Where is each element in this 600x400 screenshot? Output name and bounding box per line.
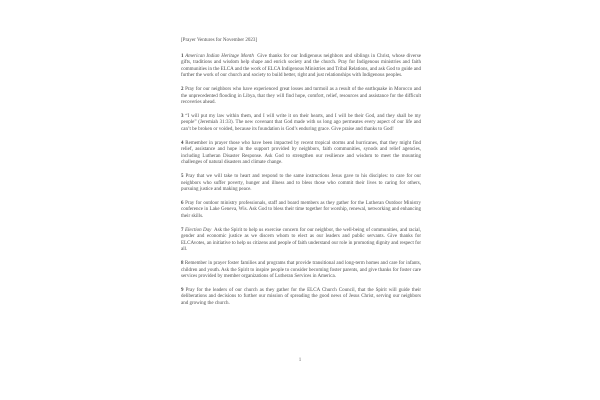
document-header: [Prayer Ventures for November 2023] — [181, 38, 258, 43]
prayer-entry — [181, 201, 421, 221]
entry-body: Pray for our neighbors who have experienced great losses and turmoil as a result of the earthquake in Morocco and the unprecedented flooding in Libya, that they will find hope, comfort, relief, resources and assistance for the difficult recoveries ahead. — [181, 86, 421, 106]
entry-body: Remember in prayer those who have been impacted by recent tropical storms and hurricanes, that they might find relief, assistance and hope in the support provided by neighbors, faith communities, synods and relief agencies, including Lutheran Disaster Response. Ask God to strengthen our resilience and wisdom to meet the mounting challenges of natural disasters and climate change. — [181, 140, 421, 166]
page-number: 1 — [298, 358, 302, 363]
prayer-entry — [181, 54, 421, 80]
entry-day-number: 4 — [181, 140, 184, 146]
prayer-entry — [181, 141, 421, 167]
entry-day-number: 6 — [181, 200, 184, 206]
entry-day-number: 2 — [181, 86, 184, 92]
entry-scripture-quote: “I will put my law within them, and I will write it on their hearts, and I will be their God, and they shall be my people” — [181, 113, 421, 126]
entry-day-number: 8 — [181, 261, 184, 267]
entry-body: Pray for the leaders of our church as they gather for the ELCA Church Council, that the Spirit will guide their deliberations and decisions to further our mission of spreading the good news of Jesus Christ, serving our neighbors and growing the church. — [181, 287, 421, 306]
prayer-entry — [181, 174, 421, 194]
prayer-entry — [181, 228, 421, 254]
entry-day-number: 1 — [181, 53, 184, 59]
entry-body: Ask the Spirit to help us exercise concern for our neighbor, the well-being of communities, and racial, gender and economic justice as we discern whom to elect as our leaders and public servants. Give thanks for ELCAvotes, an initiative to help us citizens and people of faith understand our role in promoting dignity and respect for all. — [181, 227, 422, 253]
entry-occasion: American Indian Heritage Month — [185, 53, 254, 59]
prayer-entry — [181, 288, 421, 308]
entry-body: Remember in prayer foster families and programs that provide transitional and long-term homes and care for infants, children and youth. Ask the Spirit to inspire people to consider becoming foster parents, and give thanks for foster care services provided by member organizations of Lutheran Services in America. — [181, 261, 421, 280]
entry-body: Pray that we will take to heart and respond to the same instructions Jesus gave to his disciples: to care for our neighbors who suffer poverty, hunger and illness and to bless those who commit their lives to caring for others, pursuing justice and making peace. — [181, 174, 421, 193]
prayer-entry — [181, 114, 421, 134]
entry-day-number: 7 — [181, 227, 184, 233]
entry-body: The new covenant that God made with us long ago permeates every aspect of our life and can’t be broken or voided, because its foundation is God’s enduring grace. Give praise and thanks to God! — [181, 120, 421, 132]
entry-occasion: Election Day — [184, 227, 212, 233]
prayer-entry — [181, 261, 421, 281]
entry-body: Give thanks for our Indigenous neighbors and siblings in Christ, whose diverse gifts, traditions and wisdom help shape and enrich society and the church. Pray for Indigenous ministries and faith communities in the ELCA and the work of ELCA Indigenous Ministries and Tribal Relations, and ask God to guide and further the work of our church and society to build better, right and just relationships with Indigenous peoples. — [181, 53, 421, 79]
entry-scripture-citation: (Jeremiah 31:33). — [198, 120, 234, 126]
entry-day-number: 3 — [181, 113, 184, 119]
entry-body: Pray for outdoor ministry professionals, staff and board members as they gather for the Lutheran Outdoor Ministry conference in Lake Geneva, Wis. Ask God to bless their time together for worship, renewal, networking and enhancing their skills. — [181, 200, 421, 219]
prayer-entry — [181, 87, 421, 107]
entry-day-number: 5 — [181, 174, 184, 179]
entry-day-number: 9 — [181, 287, 184, 293]
document-text-block — [181, 38, 421, 308]
